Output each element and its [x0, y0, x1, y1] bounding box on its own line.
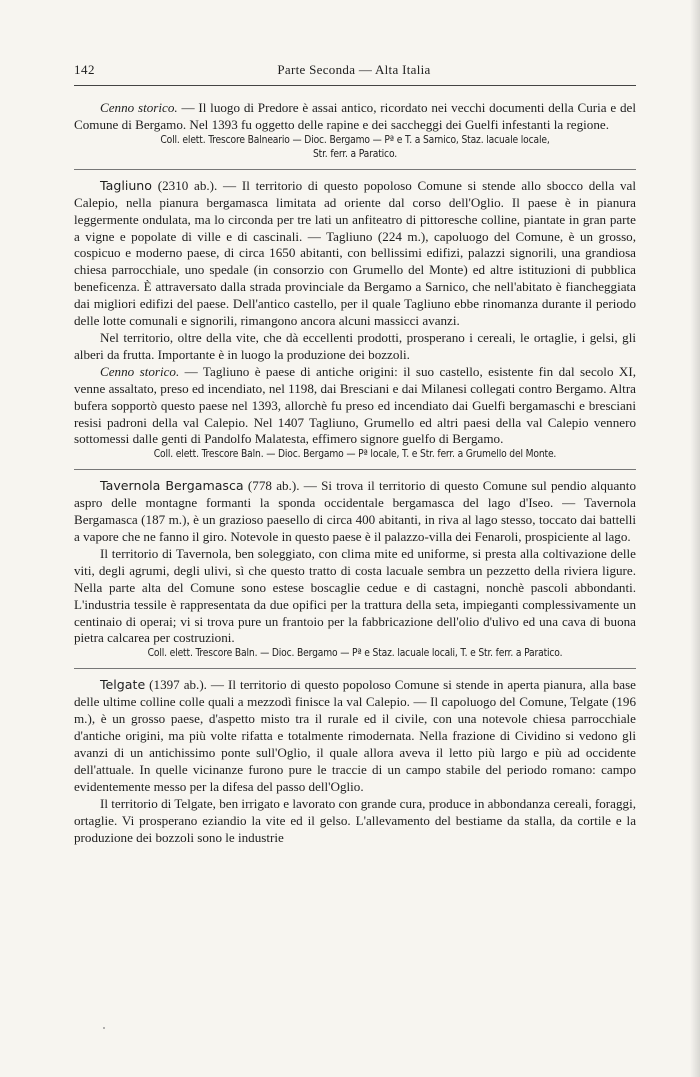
- page-number: 142: [74, 62, 95, 77]
- entry-telgate: [74, 677, 636, 846]
- admin-note: [74, 448, 636, 462]
- entry-predore: [74, 100, 636, 162]
- entry-tagliuno: [74, 178, 636, 463]
- admin-note: [74, 647, 636, 661]
- paragraph-text: (778 ab.). — Si trova il territorio di questo Comune sul pendio alquanto aspro delle montagne formanti la sponda occidentale bergamasca del lago d'Iseo. — Tavernola Bergamasca (187 m.), è un grazioso paesello di circa 400 abitanti, in riva al lago stesso, toccato dai battelli a vapore che ne fanno il giro. Notevole in questo paese è il palazzo-villa dei Fenaroli, prospiciente al lago.: [74, 478, 636, 545]
- paragraph: [74, 178, 636, 330]
- paragraph: Il territorio di Tavernola, ben soleggiato, con clima mite ed uniforme, si presta alla coltivazione delle viti, degli agrumi, degli ulivi, sì che questo tratto di costa lacuale sembra un pezzetto della riviera ligure. Nella parte alta del Comune sono estese boscaglie cedue e di castagni, nonchè pascoli abbondanti. L'industria tessile è rappresentata da due opifici per la trattura della seta, impieganti complessivamente un centinaio di operai; vi si trova pure un frantoio per la fabbricazione dell'olio d'ulivo ed una cava di buona pietra calcarea per costruzioni.: [74, 545, 636, 646]
- page-body: [74, 100, 636, 846]
- paragraph: Nel territorio, oltre della vite, che dà eccellenti prodotti, prosperano i cereali, le ortaglie, i gelsi, gli alberi da frutta. Importante è in luogo la produzione dei bozzoli.: [74, 329, 636, 362]
- admin-note: [74, 134, 636, 162]
- header-rule: [74, 85, 636, 86]
- page-edge-shadow: [690, 0, 700, 1077]
- running-title: Parte Seconda — Alta Italia: [277, 62, 431, 77]
- entry-divider: [74, 668, 636, 669]
- entry-divider: [74, 169, 636, 170]
- entry-name: Telgate: [100, 677, 146, 693]
- paragraph-text: (2310 ab.). — Il territorio di questo popoloso Comune si stende allo sbocco della val Calepio, nella pianura bergamasca limitata ad oriente dal corso dell'Oglio. Il paese è in pianura leggermente ondulata, ma lo circonda per tre lati un anfiteatro di pittoresche colline, piantate in gran parte a vigne e popolate di ville e di cascinali. — Tagliuno (224 m.), capoluogo del Comune, è un grosso, cospicuo e moderno paese, di circa 1650 abitanti, con bellissimi edifizi, palazzi signorili, una grandiosa chiesa parrocchiale, uno spedale (in consorzio con Grumello del Monte) ed altre istituzioni di pubblica beneficenza. È attraversato dalla strada provinciale da Bergamo a Sarnico, che nell'abitato è fiancheggiata dai migliori edifizi del paese. Dell'antico castello, per il quale Tagliuno ebbe rinomanza durante il periodo delle lotte comunali e signorili, rimangono ancora alcuni massicci avanzi.: [74, 177, 636, 329]
- admin-note-line: Coll. elett. Trescore Balneario — Dioc. Bergamo — Pª e T. a Sarnico, Staz. lacuale locale,: [160, 134, 550, 146]
- entry-divider: [74, 469, 636, 470]
- paragraph: Il territorio di Telgate, ben irrigato e lavorato con grande cura, produce in abbondanza cereali, foraggi, ortaglie. Vi prosperano eziandio la vite ed il gelso. L'allevamento del bestiame da stalla, da cortile e la produzione dei bozzoli sono le industrie: [74, 795, 636, 845]
- paragraph-text: — Il luogo di Predore è assai antico, ricordato nei vecchi documenti della Curia e del Comune di Bergamo. Nel 1393 fu oggetto delle rapine e dei saccheggi dei Guelfi infestanti la regione.: [74, 100, 637, 132]
- section-lead: Cenno storico.: [100, 363, 180, 379]
- entry-name: Tagliuno: [100, 177, 152, 193]
- paragraph: [74, 100, 636, 134]
- section-lead: Cenno storico.: [100, 100, 178, 115]
- paragraph: [74, 364, 636, 449]
- paragraph: [74, 677, 636, 795]
- print-speck: [103, 1027, 105, 1029]
- entry-name: Tavernola Bergamasca: [100, 478, 244, 494]
- admin-note-line: Str. ferr. a Paratico.: [313, 148, 397, 160]
- entry-tavernola: [74, 478, 636, 661]
- running-head: [74, 62, 634, 82]
- paragraph: [74, 478, 636, 546]
- admin-note-line: Coll. elett. Trescore Baln. — Dioc. Bergamo — Pª e Staz. lacuale locali, T. e Str. ferr. a Paratico.: [147, 648, 563, 660]
- admin-note-line: Coll. elett. Trescore Baln. — Dioc. Bergamo — Pª locale, T. e Str. ferr. a Grumello del Monte.: [153, 449, 557, 461]
- paragraph-text: — Tagliuno è paese di antiche origini: il suo castello, esistente fin dal secolo XI, venne assaltato, preso ed incendiato, nel 1198, dai Bresciani e dai Milanesi collegati contro Bergamo. Altra bufera sopportò questo paese nel 1393, allorchè fu preso ed incendiato dai Guelfi bergamaschi e bresciani resisi padroni della val Calepio. Nel 1407 Tagliuno, Grumello ed altri paesi della val Calepio vennero sottomessi dalle genti di Pandolfo Malatesta, effimero signore guelfo di Bergamo.: [74, 363, 636, 447]
- paragraph-text: (1397 ab.). — Il territorio di questo popoloso Comune si stende in aperta pianura, alla base delle ultime colline colle quali a mezzodì finisce la val Calepio. — Il capoluogo del Comune, Telgate (196 m.), è un grosso paese, d'aspetto misto tra il rurale ed il civile, con una notevole chiesa parrocchiale d'antiche origini, ma più volte rifatta e totalmente rimodernata. Nella frazione di Cividino si vedono gli avanzi di un antichissimo ponte sull'Oglio, il quale allora aveva il letto più largo e più ad occidente dell'attuale. In quelle vicinanze furono pure le traccie di un campo stabile del periodo romano: campo evidentemente messo per la difesa del passo dell'Oglio.: [74, 677, 636, 794]
